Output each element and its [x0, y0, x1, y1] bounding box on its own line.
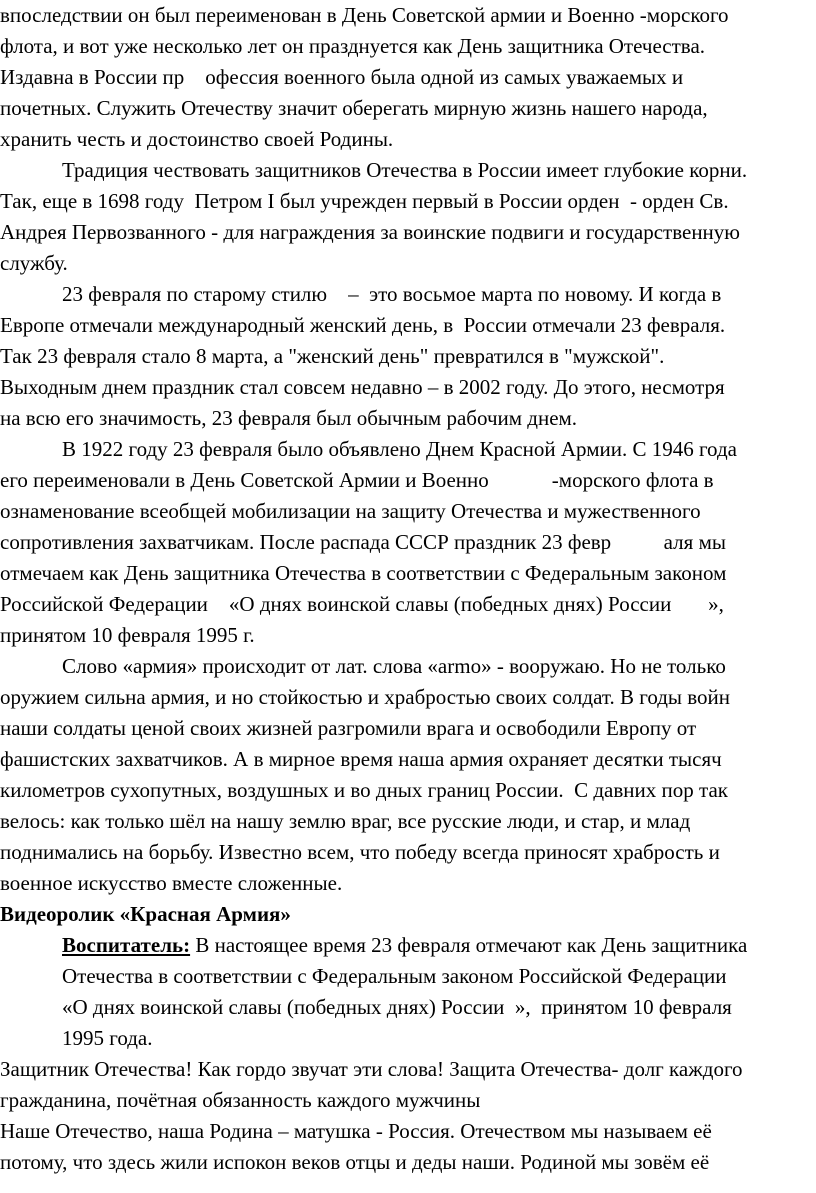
- text-line: километров сухопутных, воздушных и во дных границ России. С давних пор так: [0, 778, 728, 802]
- text-line: Так 23 февраля стало 8 марта, а "женский день" превратился в "мужской".: [0, 344, 665, 368]
- text-line: Так, еще в 1698 году Петром I был учрежден первый в России орден - орден Св.: [0, 189, 729, 213]
- text-line: ознаменование всеобщей мобилизации на защиту Отечества и мужественного: [0, 499, 701, 523]
- educator-line: Отечества в соответствии с Федеральным законом Российской Федерации: [62, 964, 727, 988]
- text-line: поднимались на борьбу. Известно всем, что победу всегда приносят храбрость и: [0, 840, 720, 864]
- educator-line: «О днях воинской славы (победных днях) России », принятом 10 февраля: [62, 995, 732, 1019]
- text-line: велось: как только шёл на нашу землю враг, все русские люди, и стар, и млад: [0, 809, 691, 833]
- educator-label: Воспитатель:: [62, 933, 191, 957]
- text-line: сопротивления захватчикам. После распада СССР праздник 23 февр аля мы: [0, 530, 726, 554]
- text-line: гражданина, почётная обязанность каждого мужчины: [0, 1088, 481, 1112]
- text-line: его переименовали в День Советской Армии и Военно -морского флота в: [0, 468, 714, 492]
- text-line: потому, что здесь жили испокон веков отцы и деды наши. Родиной мы зовём её: [0, 1150, 710, 1174]
- text-line: Выходным днем праздник стал совсем недавно – в 2002 году. До этого, несмотря: [0, 375, 725, 399]
- text-line: Издавна в России пр офессия военного была одной из самых уважаемых и: [0, 65, 684, 89]
- text-line: принятом 10 февраля 1995 г.: [0, 623, 255, 647]
- text-line: Европе отмечали международный женский день, в России отмечали 23 февраля.: [0, 313, 726, 337]
- text-line: военное искусство вместе сложенные.: [0, 871, 343, 895]
- text-line: службу.: [0, 251, 68, 275]
- educator-text: В настоящее время 23 февраля отмечают как День защитника: [190, 933, 748, 957]
- text-line: Андрея Первозванного - для награждения за воинские подвиги и государственную: [0, 220, 740, 244]
- text-line: наши солдаты ценой своих жизней разгромили врага и освободили Европу от: [0, 716, 697, 740]
- paragraph-first-line: Традиция чествовать защитников Отечества в России имеет глубокие корни.: [62, 158, 748, 182]
- paragraph-first-line: 23 февраля по старому стилю – это восьмое марта по новому. И когда в: [62, 282, 722, 306]
- text-line: Российской Федерации «О днях воинской славы (победных днях) России »,: [0, 592, 724, 616]
- text-line: отмечаем как День защитника Отечества в соответствии с Федеральным законом: [0, 561, 727, 585]
- text-line: хранить честь и достоинство своей Родины.: [0, 127, 394, 151]
- text-line: Защитник Отечества! Как гордо звучат эти слова! Защита Отечества- долг каждого: [0, 1057, 743, 1081]
- text-line: фашистских захватчиков. А в мирное время наша армия охраняет десятки тысяч: [0, 747, 722, 771]
- educator-line: 1995 года.: [62, 1026, 153, 1050]
- text-line: оружием сильна армия, и но стойкостью и храбростью своих солдат. В годы войн: [0, 685, 731, 709]
- text-line: впоследствии он был переименован в День Советской армии и Военно -морского: [0, 3, 729, 27]
- paragraph-first-line: Слово «армия» происходит от лат. слова «armo» - вооружаю. Но не только: [62, 654, 726, 678]
- educator-line: [62, 930, 747, 960]
- text-line: на всю его значимость, 23 февраля был обычным рабочим днем.: [0, 406, 578, 430]
- text-line: почетных. Служить Отечеству значит оберегать мирную жизнь нашего народа,: [0, 96, 708, 120]
- video-heading: Видеоролик «Красная Армия»: [0, 902, 291, 926]
- text-line: флота, и вот уже несколько лет он празднуется как День защитника Отечества.: [0, 34, 706, 58]
- paragraph-first-line: В 1922 году 23 февраля было объявлено Днем Красной Армии. С 1946 года: [62, 437, 737, 461]
- text-line: Наше Отечество, наша Родина – матушка - Россия. Отечеством мы называем её: [0, 1119, 712, 1143]
